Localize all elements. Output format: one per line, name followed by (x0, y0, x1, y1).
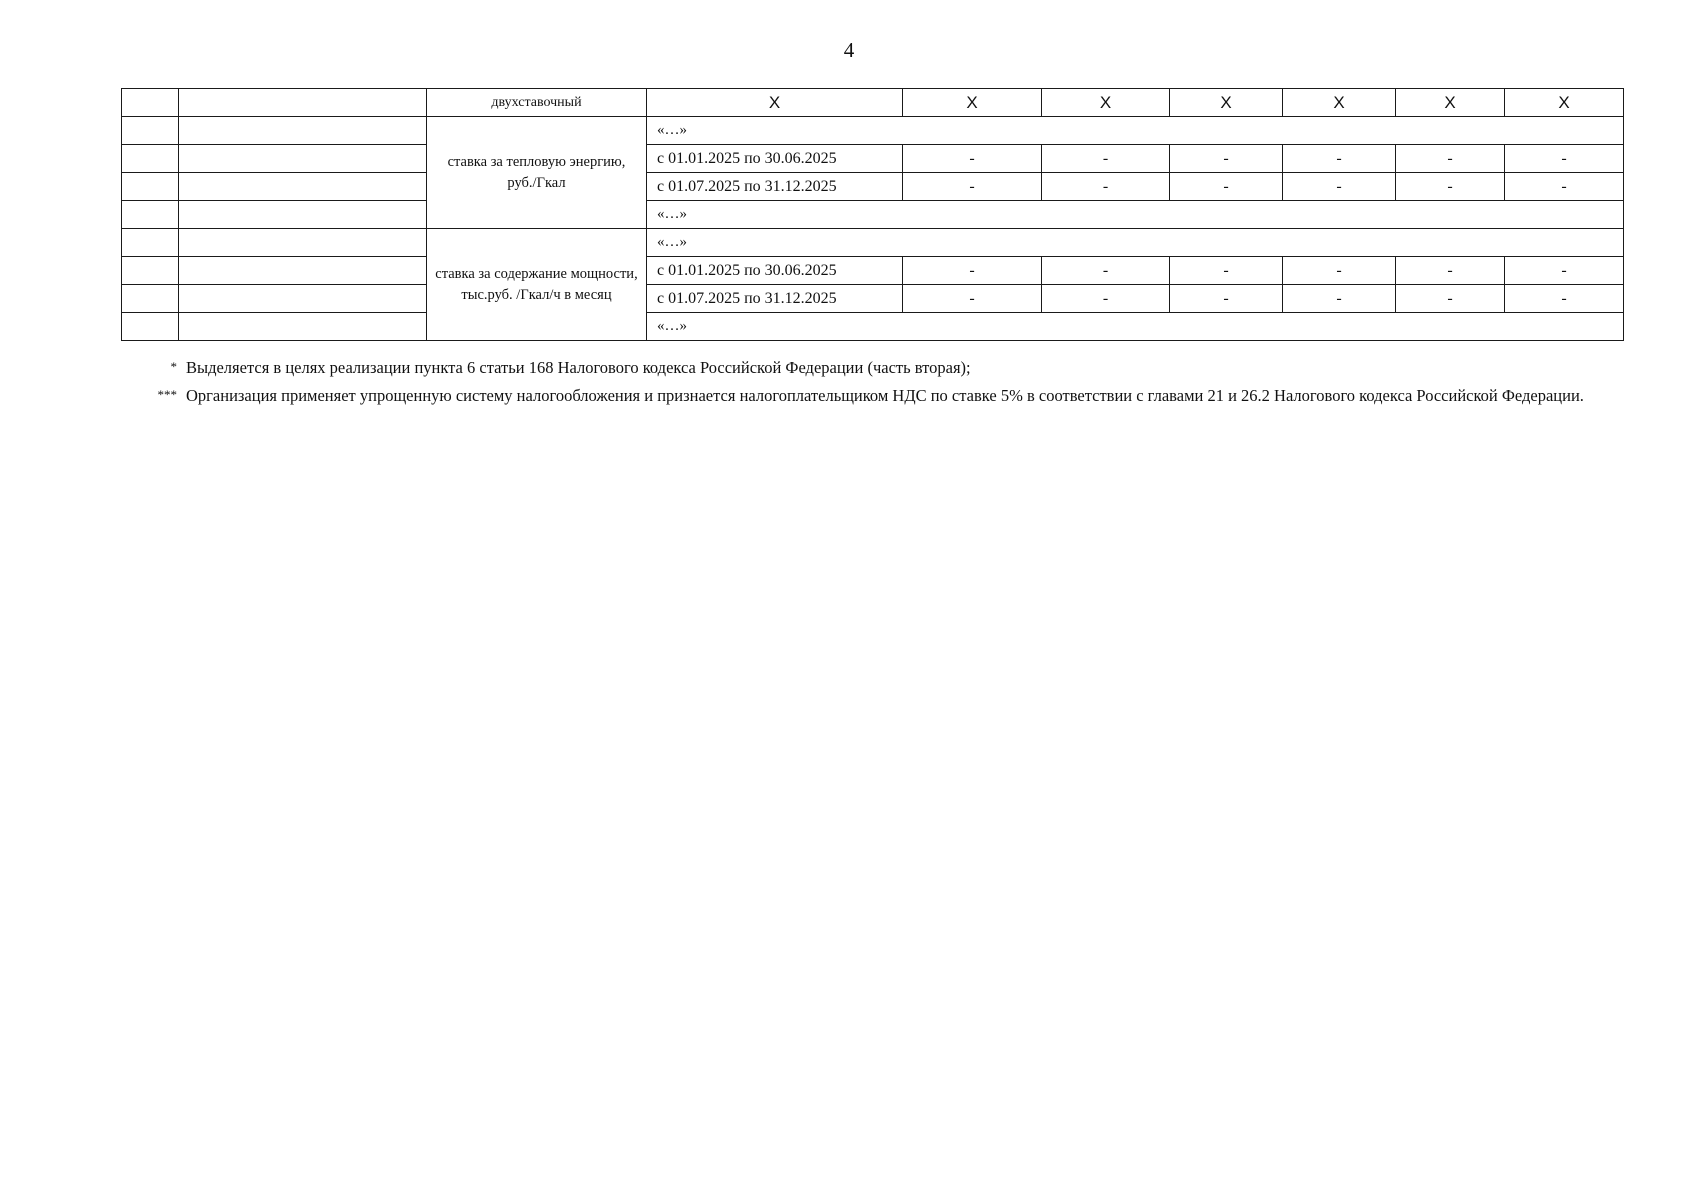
value-cell: - (1505, 285, 1624, 313)
value-cell: - (1505, 257, 1624, 285)
footnote-text: Выделяется в целях реализации пункта 6 статьи 168 Налогового кодекса Российской Федерации (часть вторая); (186, 358, 971, 377)
value-cell: - (1170, 285, 1283, 313)
heat-energy-rate-label: ставка за тепловую энергию, руб./Гкал (427, 117, 647, 229)
footnote (121, 357, 1621, 379)
value-cell: - (1283, 173, 1396, 201)
x-mark-cell: Х (1396, 89, 1505, 117)
value-cell: - (1170, 145, 1283, 173)
period-cell: с 01.07.2025 по 31.12.2025 (647, 173, 903, 201)
table-row (122, 89, 1624, 117)
row-number-cell (122, 229, 179, 257)
ellipsis-cell: «…» (647, 201, 1624, 229)
x-mark-cell: Х (1283, 89, 1396, 117)
name-cell (179, 89, 427, 117)
name-cell (179, 201, 427, 229)
row-number-cell (122, 117, 179, 145)
value-cell: - (1283, 285, 1396, 313)
value-cell: - (1170, 173, 1283, 201)
x-mark-cell: Х (1042, 89, 1170, 117)
value-cell: - (1396, 285, 1505, 313)
value-cell: - (1283, 257, 1396, 285)
capacity-rate-label: ставка за содержание мощности, тыс.руб. /Гкал/ч в месяц (427, 229, 647, 341)
ellipsis-cell: «…» (647, 229, 1624, 257)
name-cell (179, 313, 427, 341)
value-cell: - (1505, 145, 1624, 173)
x-mark-cell: Х (1170, 89, 1283, 117)
row-number-cell (122, 285, 179, 313)
value-cell: - (1042, 285, 1170, 313)
period-cell: с 01.01.2025 по 30.06.2025 (647, 257, 903, 285)
name-cell (179, 117, 427, 145)
value-cell: - (1283, 145, 1396, 173)
table-row (122, 201, 1624, 229)
value-cell: - (1042, 257, 1170, 285)
footnote-text: Организация применяет упрощенную систему налогообложения и признается налогоплательщиком НДС по ставке 5% в соответствии с главами 21 и 26.2 Налогового кодекса Российской Федерации. (186, 386, 1584, 405)
table-row (122, 229, 1624, 257)
period-cell: с 01.07.2025 по 31.12.2025 (647, 285, 903, 313)
value-cell: - (1042, 145, 1170, 173)
name-cell (179, 285, 427, 313)
page-number: 4 (843, 38, 855, 62)
table-row (122, 257, 1624, 285)
value-cell: - (1396, 173, 1505, 201)
row-number-cell (122, 89, 179, 117)
name-cell (179, 257, 427, 285)
tariff-table (121, 88, 1624, 341)
table-row (122, 117, 1624, 145)
footnote-mark: *** (157, 387, 177, 402)
row-number-cell (122, 313, 179, 341)
value-cell: - (1396, 145, 1505, 173)
period-cell: с 01.01.2025 по 30.06.2025 (647, 145, 903, 173)
table-row (122, 285, 1624, 313)
footnote-mark: * (170, 359, 177, 374)
x-mark-cell: Х (647, 89, 903, 117)
value-cell: - (903, 173, 1042, 201)
value-cell: - (1505, 173, 1624, 201)
value-cell: - (903, 285, 1042, 313)
table-row (122, 145, 1624, 173)
row-number-cell (122, 173, 179, 201)
row-number-cell (122, 201, 179, 229)
value-cell: - (1042, 173, 1170, 201)
x-mark-cell: Х (903, 89, 1042, 117)
name-cell (179, 229, 427, 257)
value-cell: - (1396, 257, 1505, 285)
row-number-cell (122, 145, 179, 173)
table-row (122, 173, 1624, 201)
table-row (122, 313, 1624, 341)
name-cell (179, 173, 427, 201)
ellipsis-cell: «…» (647, 313, 1624, 341)
value-cell: - (1170, 257, 1283, 285)
name-cell (179, 145, 427, 173)
value-cell: - (903, 257, 1042, 285)
row-number-cell (122, 257, 179, 285)
footnote (121, 385, 1621, 407)
footnotes (121, 357, 1621, 413)
x-mark-cell: Х (1505, 89, 1624, 117)
ellipsis-cell: «…» (647, 117, 1624, 145)
tariff-type-cell: двухставочный (427, 89, 647, 117)
value-cell: - (903, 145, 1042, 173)
